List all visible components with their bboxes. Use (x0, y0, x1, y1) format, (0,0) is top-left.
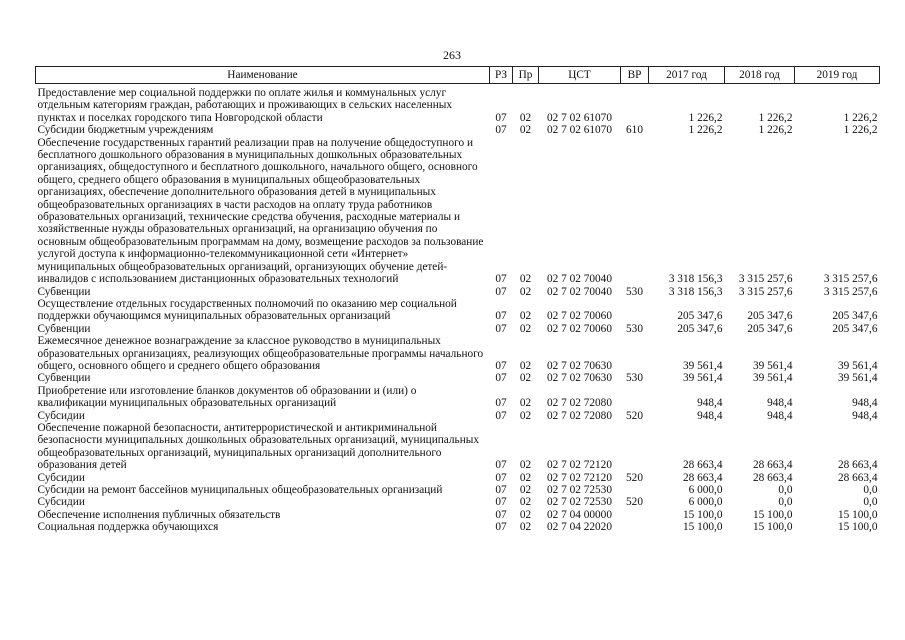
cell-2018: 1 226,2 (758, 111, 793, 124)
cell-2018: 205 347,6 (747, 322, 793, 335)
cell-cst: 02 7 02 70060 (547, 322, 612, 335)
cell-vr: 520 (626, 496, 643, 509)
cell-2017: 205 347,6 (677, 322, 723, 335)
cell-2018: 1 226,2 (758, 124, 793, 137)
cell-pr: 02 (519, 459, 532, 472)
cell-vr: 610 (626, 124, 643, 137)
cell-pr: 02 (519, 397, 532, 410)
cell-rz: 07 (495, 285, 507, 298)
cell-rz: 07 (495, 521, 507, 534)
cell-name: Ежемесячное денежное вознаграждение за классное руководство в муниципальных образовательных организациях, реализующих общеобразовательные программы начального общего, основного общего и среднего общего образования (37, 335, 484, 372)
table-row (36, 472, 880, 484)
cell-2018: 3 315 257,6 (738, 273, 793, 286)
cell-cst: 02 7 02 70060 (547, 310, 612, 323)
cell-2019: 205 347,6 (832, 322, 878, 335)
cell-vr (621, 84, 649, 125)
cell-pr: 02 (519, 409, 532, 422)
cell-2017: 6 000,0 (688, 484, 723, 496)
table-row (36, 484, 880, 496)
cell-2018: 15 100,0 (752, 521, 793, 534)
cell-pr: 02 (519, 285, 532, 298)
cell-pr: 02 (519, 372, 532, 385)
page-number: 263 (443, 48, 461, 62)
cell-2019: 3 315 257,6 (823, 273, 878, 286)
cell-2018: 948,4 (767, 397, 793, 410)
cell-2018: 205 347,6 (747, 310, 793, 323)
cell-rz: 07 (495, 111, 507, 124)
cell-rz: 07 (495, 496, 507, 509)
cell-2017: 28 663,4 (682, 459, 723, 472)
cell-2017: 1 226,2 (688, 124, 723, 137)
cell-2018: 28 663,4 (752, 471, 793, 484)
cell-2018: 948,4 (767, 409, 793, 422)
cell-2019: 15 100,0 (837, 508, 878, 521)
cell-pr: 02 (519, 111, 532, 124)
cell-2018: 0,0 (778, 484, 793, 496)
cell-2018: 39 561,4 (752, 359, 793, 372)
cell-2019: 0,0 (863, 496, 878, 509)
cell-2017: 3 318 156,3 (668, 273, 723, 286)
table-row (36, 137, 880, 286)
cell-2017: 948,4 (697, 397, 723, 410)
cell-vr: 530 (626, 372, 643, 385)
cell-name: Субвенции (37, 372, 91, 385)
cell-rz: 07 (495, 310, 507, 323)
cell-2018: 28 663,4 (752, 459, 793, 472)
header-name: Наименование (36, 67, 490, 84)
cell-2017: 3 318 156,3 (668, 285, 723, 298)
cell-cst: 02 7 02 72080 (547, 397, 612, 410)
cell-pr: 02 (519, 322, 532, 335)
cell-2019: 39 561,4 (837, 372, 878, 385)
cell-2019: 205 347,6 (832, 310, 878, 323)
cell-pr: 02 (519, 521, 532, 534)
cell-name: Субсидии (37, 471, 85, 484)
cell-rz: 07 (495, 409, 507, 422)
cell-2019: 39 561,4 (837, 359, 878, 372)
cell-2019: 948,4 (852, 409, 878, 422)
cell-name: Субвенции (37, 322, 91, 335)
table-row (36, 335, 880, 372)
cell-rz: 07 (495, 508, 507, 521)
cell-2018: 15 100,0 (752, 508, 793, 521)
cell-vr (621, 509, 649, 521)
cell-cst: 02 7 02 70630 (547, 359, 612, 372)
cell-2019: 3 315 257,6 (823, 285, 878, 298)
cell-pr: 02 (519, 508, 532, 521)
header-cst: ЦСТ (539, 67, 621, 84)
header-vr: ВР (621, 67, 649, 84)
cell-2018: 3 315 257,6 (738, 285, 793, 298)
table-row (36, 286, 880, 298)
cell-rz: 07 (495, 484, 507, 496)
cell-rz: 07 (495, 273, 507, 286)
cell-2017: 28 663,4 (682, 471, 723, 484)
cell-rz: 07 (495, 397, 507, 410)
cell-pr: 02 (519, 471, 532, 484)
cell-vr (621, 422, 649, 472)
cell-2018: 39 561,4 (752, 372, 793, 385)
cell-pr: 02 (519, 484, 532, 496)
cell-2017: 948,4 (697, 409, 723, 422)
cell-2017: 205 347,6 (677, 310, 723, 323)
table-row (36, 496, 880, 508)
cell-cst: 02 7 02 61070 (547, 124, 612, 137)
cell-2019: 948,4 (852, 397, 878, 410)
cell-vr: 520 (626, 409, 643, 422)
cell-name: Социальная поддержка обучающихся (37, 521, 219, 534)
cell-name: Субсидии (37, 409, 85, 422)
cell-name: Обеспечение исполнения публичных обязательств (37, 508, 281, 521)
cell-pr: 02 (519, 124, 532, 137)
header-pr: Пр (513, 67, 539, 84)
table-row (36, 84, 880, 125)
table-row (36, 323, 880, 335)
table-row (36, 124, 880, 136)
cell-cst: 02 7 04 00000 (547, 508, 612, 521)
cell-2017: 39 561,4 (682, 359, 723, 372)
header-rz: РЗ (490, 67, 513, 84)
cell-cst: 02 7 02 72120 (547, 459, 612, 472)
header-2017: 2017 год (649, 67, 725, 84)
cell-cst: 02 7 02 61070 (547, 111, 612, 124)
cell-vr (621, 385, 649, 410)
table-row (36, 509, 880, 521)
cell-rz: 07 (495, 322, 507, 335)
cell-2019: 28 663,4 (837, 459, 878, 472)
budget-table (35, 66, 880, 534)
cell-2019: 28 663,4 (837, 471, 878, 484)
cell-name: Субвенции (37, 285, 91, 298)
cell-2017: 15 100,0 (682, 521, 723, 534)
cell-2019: 0,0 (863, 484, 878, 496)
cell-cst: 02 7 02 72530 (547, 484, 612, 496)
cell-2017: 6 000,0 (688, 496, 723, 509)
cell-name: Предоставление мер социальной поддержки по оплате жилья и коммунальных услуг отдельным категориям граждан, работающих и проживающих в сельских населенных пунктах и поселках городского типа Новгородской области (37, 87, 452, 124)
table-row (36, 422, 880, 472)
cell-cst: 02 7 02 70040 (547, 273, 612, 286)
cell-name: Субсидии бюджетным учреждениям (37, 124, 214, 137)
table-row (36, 521, 880, 533)
cell-rz: 07 (495, 359, 507, 372)
cell-pr: 02 (519, 359, 532, 372)
table-body (36, 84, 880, 534)
cell-vr: 530 (626, 322, 643, 335)
cell-cst: 02 7 02 72120 (547, 471, 612, 484)
cell-vr (621, 298, 649, 323)
cell-name: Приобретение или изготовление бланков документов об образовании и (или) о квалификации муниципальных образовательных организаций (37, 384, 417, 410)
cell-2019: 15 100,0 (837, 521, 878, 534)
table-row (36, 372, 880, 384)
cell-cst: 02 7 02 70040 (547, 285, 612, 298)
table-row (36, 385, 880, 410)
cell-vr (621, 521, 649, 533)
cell-vr: 520 (626, 471, 643, 484)
cell-2019: 1 226,2 (843, 124, 878, 137)
cell-name: Обеспечение государственных гарантий реализации прав на получение общедоступного и бесплатного дошкольного образования в муниципальных дошкольных образовательных организациях, общедоступного и бесплатного дошкольного, начального общего, основного общего, среднего общего образования в муниципальных общеобразовательных организациях, обеспечение дополнительного образования детей в муниципальных общеобразовательных организациях в части расходов на оплату труда работников образовательных организаций, технические средства обучения, расходные материалы и хозяйственные нужды образовательных организаций, на организацию обучения по основным общеобразовательным программам на дому, возмещение расходов за пользование услугой доступа к информационно-телекоммуникационной сети «Интернет» муниципальных общеобразовательных организаций, организующих обучение детей-инвалидов с использованием дистанционных образовательных технологий (37, 136, 484, 286)
cell-2018: 0,0 (778, 496, 793, 509)
cell-cst: 02 7 02 72080 (547, 409, 612, 422)
cell-cst: 02 7 02 70630 (547, 372, 612, 385)
cell-pr: 02 (519, 310, 532, 323)
cell-rz: 07 (495, 459, 507, 472)
cell-rz: 07 (495, 124, 507, 137)
table-header (36, 67, 880, 84)
cell-name: Обеспечение пожарной безопасности, антитеррористической и антикриминальной безопасности муниципальных дошкольных образовательных организаций, муниципальных общеобразовательных организаций, муниципальных организаций дополнительного образования детей (37, 421, 479, 472)
cell-name: Субсидии (37, 496, 85, 509)
cell-rz: 07 (495, 372, 507, 385)
cell-name: Субсидии на ремонт бассейнов муниципальных общеобразовательных организаций (37, 484, 443, 496)
cell-2017: 1 226,2 (688, 111, 723, 124)
cell-pr: 02 (519, 273, 532, 286)
cell-rz: 07 (495, 471, 507, 484)
cell-cst: 02 7 04 22020 (547, 521, 612, 534)
header-2019: 2019 год (795, 67, 880, 84)
header-2018: 2018 год (725, 67, 795, 84)
cell-name: Осуществление отдельных государственных полномочий по оказанию мер социальной поддержки обучающимся муниципальных образовательных организаций (37, 297, 457, 323)
table-row (36, 298, 880, 323)
cell-vr (621, 484, 649, 496)
table-row (36, 410, 880, 422)
cell-vr (621, 137, 649, 286)
cell-2017: 39 561,4 (682, 372, 723, 385)
cell-2019: 1 226,2 (843, 111, 878, 124)
cell-vr: 530 (626, 285, 643, 298)
cell-vr (621, 335, 649, 372)
cell-2017: 15 100,0 (682, 508, 723, 521)
cell-cst: 02 7 02 72530 (547, 496, 612, 509)
cell-pr: 02 (519, 496, 532, 509)
